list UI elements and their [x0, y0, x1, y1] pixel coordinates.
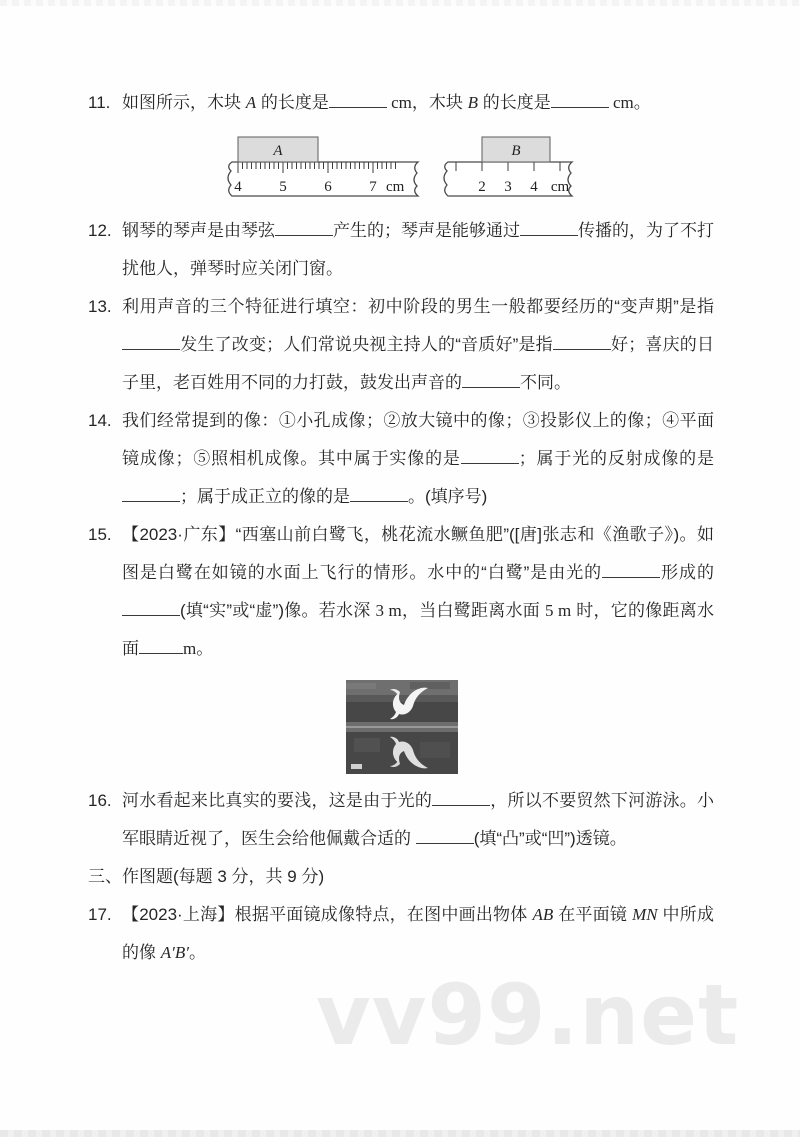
question-text-segment: B — [467, 93, 479, 112]
answer-blank — [416, 829, 474, 844]
question-text-segment: 产生的；琴声是能够通过 — [333, 221, 520, 240]
question-text-segment: 利用声音的三个特征进行填空：初中阶段的男生一般都要经历的“变声期”是指 — [122, 297, 714, 316]
question-15 — [88, 516, 714, 668]
question-text-segment: 5 m — [545, 601, 572, 620]
question-text-segment: 传播的，为了不打扰他人，弹琴时应关闭门窗。 — [122, 221, 714, 278]
page-top-edge — [0, 0, 800, 6]
ruler-a-unit: cm — [386, 179, 405, 195]
question-text-segment: ，所以不要贸然下河游泳。小军眼睛近视了，医生会给他佩戴合适的 — [122, 791, 715, 848]
question-text-segment: m — [183, 639, 197, 658]
question-text-segment: cm — [608, 93, 634, 112]
answer-blank — [122, 601, 180, 616]
question-text-segment: (填“实”或“虚”)像。若水深 — [180, 601, 376, 620]
page-content — [88, 84, 714, 972]
question-text-segment: MN — [632, 905, 658, 924]
question-14 — [88, 402, 714, 516]
question-17 — [88, 896, 714, 972]
answer-blank — [553, 335, 611, 350]
question-text-segment: 的长度是 — [478, 93, 551, 112]
answer-blank — [461, 449, 519, 464]
question-text-segment: 的长度是 — [256, 93, 329, 112]
question-number: 11. — [88, 93, 111, 112]
question-number: 16. — [88, 791, 112, 810]
ruler-b-label-4: 4 — [530, 179, 538, 195]
question-13 — [88, 288, 714, 402]
question-text-segment: 。 — [188, 943, 206, 962]
question-text-segment: 。(填序号) — [408, 487, 488, 506]
photo-corner-mark — [351, 764, 362, 769]
ruler-a — [228, 137, 418, 196]
question-text — [122, 905, 714, 962]
answer-blank — [122, 335, 180, 350]
question-text-segment: A — [245, 93, 257, 112]
answer-blank — [551, 93, 609, 108]
question-text-segment: A′B′ — [160, 943, 189, 962]
block-a-label: A — [273, 143, 283, 159]
answer-blank — [139, 639, 183, 654]
question-11 — [88, 84, 714, 122]
question-text-segment: 我们经常提到的像：①小孔成像；②放大镜中的像；③投影仪上的像；④平面镜成像；⑤照相机成像。其中属于实像的是 — [122, 411, 714, 468]
answer-blank — [432, 791, 490, 806]
question-16 — [88, 782, 714, 858]
ruler-a-label-5: 5 — [279, 179, 287, 195]
page-bottom-edge — [0, 1130, 800, 1137]
question-text-segment: 河水看起来比真实的要浅，这是由于光的 — [122, 791, 433, 810]
ruler-a-label-4: 4 — [234, 179, 242, 195]
answer-blank — [122, 487, 180, 502]
answer-blank — [520, 221, 578, 236]
section-heading-drawing: 三、作图题(每题 3 分，共 9 分) — [88, 867, 325, 886]
question-text-segment: 形成的 — [660, 563, 714, 582]
question-text-segment: ；属于光的反射成像的是 — [518, 449, 715, 468]
answer-blank — [329, 93, 387, 108]
question-number: 15. — [88, 525, 112, 544]
ruler-diagram-figure — [218, 130, 714, 208]
question-text-segment: 在平面镜 — [553, 905, 633, 924]
question-text — [122, 297, 714, 392]
question-number: 13. — [88, 297, 112, 316]
watermark: vv99.net — [316, 966, 740, 1064]
question-number: 14. — [88, 411, 112, 430]
question-text-segment: (填“凸”或“凹”)透镜。 — [473, 829, 627, 848]
question-text — [122, 525, 714, 658]
question-text-segment: 如图所示，木块 — [122, 93, 246, 112]
answer-blank — [602, 563, 660, 578]
question-text-segment: ；属于成正立的像的是 — [180, 487, 350, 506]
question-text — [122, 93, 651, 112]
question-text-segment: 【2023·广东】“西塞山前白鹭飞，桃花流水鳜鱼肥”([唐]张志和《渔歌子》)。如图是白鹭在如镜的水面上飞行的情形。水中的“白鹭”是由光的 — [122, 525, 714, 582]
ruler-diagram — [218, 130, 586, 206]
question-text-segment: 好；喜庆的日子里，老百姓用不同的力打鼓，鼓发出声音的 — [122, 335, 714, 392]
question-text-segment: AB — [532, 905, 554, 924]
question-text — [122, 411, 714, 506]
ruler-b-label-3: 3 — [504, 179, 512, 195]
question-text-segment: 时，它的像距离水面 — [122, 601, 714, 658]
question-text-segment: 中所成的像 — [122, 905, 714, 962]
egret-photo-image — [346, 680, 458, 774]
block-b-label: B — [511, 143, 521, 159]
question-text — [122, 791, 714, 848]
question-text-segment: 【2023·上海】根据平面镜成像特点，在图中画出物体 — [122, 905, 533, 924]
question-text-segment: ，木块 — [411, 93, 468, 112]
question-text-segment: 不同。 — [520, 373, 571, 392]
question-number: 17. — [88, 905, 112, 924]
ruler-b-label-2: 2 — [478, 179, 486, 195]
ruler-a-label-6: 6 — [324, 179, 332, 195]
ruler-a-label-7: 7 — [369, 179, 377, 195]
question-text-segment: 发生了改变；人们常说央视主持人的“音质好”是指 — [180, 335, 553, 354]
question-text-segment: 3 m — [375, 601, 402, 620]
question-12 — [88, 212, 714, 288]
answer-blank — [462, 373, 520, 388]
ruler-b — [444, 137, 572, 196]
question-text-segment: ，当白鹭距离水面 — [401, 601, 545, 620]
question-text-segment: cm — [386, 93, 412, 112]
egret-reflection-photo — [346, 680, 458, 774]
question-text-segment: 钢琴的琴声是由琴弦 — [122, 221, 275, 240]
question-text-segment: 。 — [633, 93, 651, 112]
question-number: 12. — [88, 221, 112, 240]
question-text — [122, 221, 714, 278]
answer-blank — [275, 221, 333, 236]
ruler-b-unit: cm — [550, 179, 570, 195]
answer-blank — [350, 487, 408, 502]
question-text-segment: 。 — [196, 639, 214, 658]
